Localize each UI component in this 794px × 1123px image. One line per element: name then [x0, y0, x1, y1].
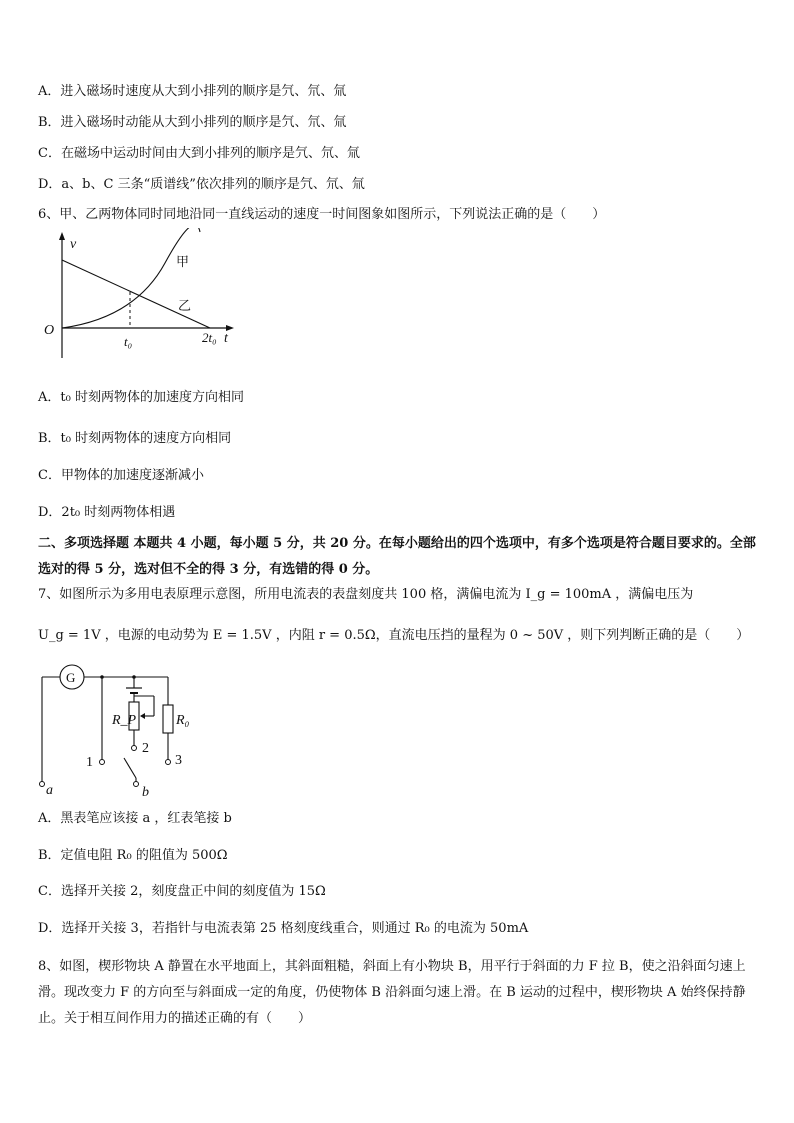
label-1: 1	[86, 755, 93, 770]
q6-option-d: D．2t₀ 时刻两物体相遇	[38, 505, 176, 520]
label-2: 2	[142, 741, 149, 756]
q8-stem: 8、如图，楔形物块 A 静置在水平地面上，其斜面粗糙，斜面上有小物块 B，用平行于斜面的力 F 拉 B，使之沿斜面匀速上滑。现改变力 F 的方向至与斜面成一定的角度，仍使物体 B 沿斜面匀速上滑。在 B 运动的过程中，楔形物块 A 始终保持静止。关于相互间作用力的描述正确的有（ ）	[38, 959, 746, 1026]
galvanometer-label: G	[66, 670, 76, 685]
resistor-r0	[163, 705, 173, 733]
q6-stem: 6、甲、乙两物体同时同地沿同一直线运动的速度一时间图象如图所示，下列说法正确的是（ ）	[38, 207, 606, 222]
origin-label: O	[44, 323, 55, 338]
terminal-3	[166, 760, 171, 765]
slider-arrow	[140, 713, 145, 719]
q5-option-c: C．在磁场中运动时间由大到小排列的顺序是氕、氘、氚	[38, 146, 360, 161]
terminal-a	[40, 782, 45, 787]
t0-label: t₀	[124, 334, 133, 349]
q6-option-b: B．t₀ 时刻两物体的速度方向相同	[38, 431, 232, 446]
q6-option-c: C．甲物体的加速度逐渐减小	[38, 468, 204, 483]
multimeter-circuit	[34, 660, 214, 800]
q5-option-d: D．a、b、C 三条“质谱线”依次排列的顺序是氕、氘、氚	[38, 177, 365, 192]
v-label: v	[70, 237, 77, 252]
line-yi	[62, 260, 210, 328]
vt-graph	[40, 228, 250, 358]
label-b: b	[142, 785, 149, 800]
label-r0: R₀	[176, 713, 190, 728]
label-rp: R_P	[112, 713, 137, 728]
q5-option-a: A．进入磁场时速度从大到小排列的顺序是氕、氘、氚	[38, 84, 347, 99]
yi-label: 乙	[178, 298, 192, 313]
q7-line-2: U_g = 1V ，电源的电动势为 E = 1.5V ，内阻 r = 0.5Ω，直流电压挡的量程为 0 ~ 50V ，则下列判断正确的是（ ）	[38, 628, 750, 643]
v-axis-arrow	[59, 232, 65, 240]
2t0-label: 2t₀	[202, 330, 217, 345]
jia-label: 甲	[176, 254, 190, 269]
selector-switch	[124, 758, 136, 778]
q7-option-d: D．选择开关接 3，若指针与电流表第 25 格刻度线重合，则通过 R₀ 的电流为 50mA	[38, 921, 529, 936]
curve-jia	[62, 228, 200, 328]
t-label: t	[224, 331, 228, 346]
label-3: 3	[175, 753, 182, 768]
q7-option-b: B．定值电阻 R₀ 的阻值为 500Ω	[38, 848, 228, 863]
q7-line-1: 7、如图所示为多用电表原理示意图，所用电流表的表盘刻度共 100 格，满偏电流为 I_g = 100mA ，满偏电压为	[38, 587, 694, 602]
q7-option-a: A．黑表笔应该接 a ，红表笔接 b	[38, 811, 232, 826]
terminal-1	[100, 760, 105, 765]
q7-option-c: C．选择开关接 2，刻度盘正中间的刻度值为 15Ω	[38, 884, 326, 899]
q6-option-a: A．t₀ 时刻两物体的加速度方向相同	[38, 390, 244, 405]
q5-option-b: B．进入磁场时动能从大到小排列的顺序是氕、氘、氚	[38, 115, 347, 130]
terminal-2	[132, 746, 137, 751]
section-2-heading: 二、多项选择题 本题共 4 小题，每小题 5 分，共 20 分。在每小题给出的四个选项中，有多个选项是符合题目要求的。全部选对的得 5 分，选对但不全的得 3 分，有选错的得 0 分。	[38, 536, 756, 577]
terminal-b	[134, 782, 139, 787]
label-a: a	[46, 783, 53, 798]
